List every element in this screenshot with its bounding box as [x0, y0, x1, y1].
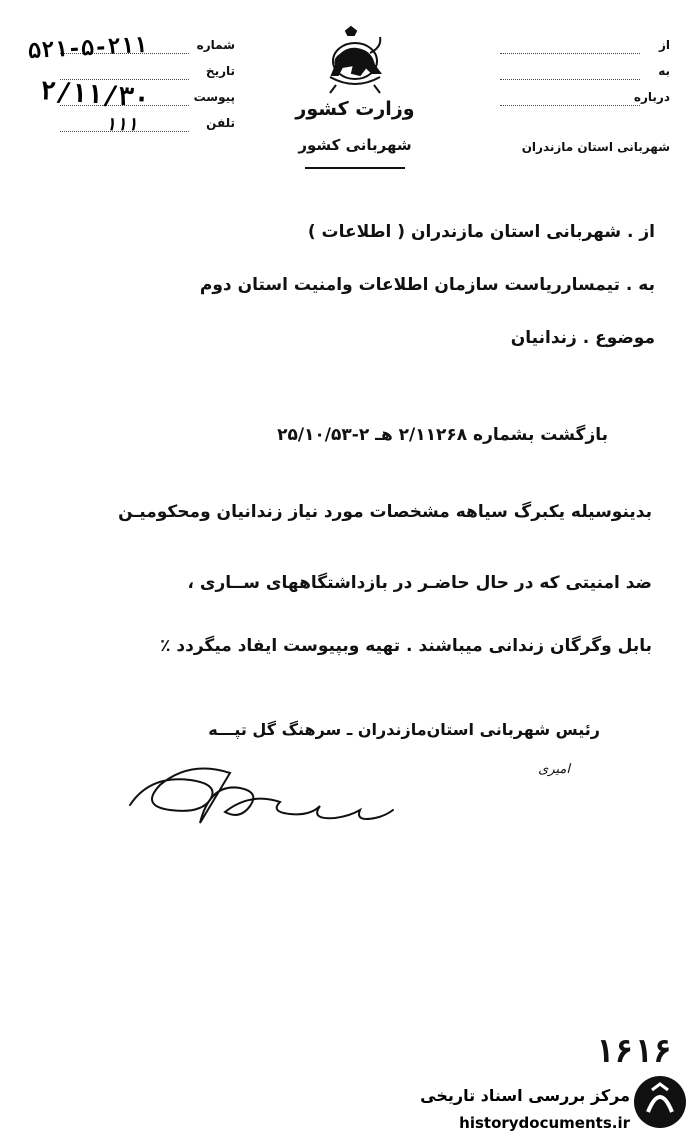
- field-dots: [500, 53, 640, 54]
- department-name: شهربانی استان مازندران: [521, 140, 670, 154]
- handwritten-date: ۲/۱۱/۳۰: [39, 76, 151, 114]
- letter-subject: موضوع . زندانیان: [510, 328, 655, 348]
- signature-initials: امیری: [538, 762, 570, 777]
- signatory-line: رئیس شهربانی استان‌مازندران ـ سرهنگ گل تپـــه: [208, 720, 600, 739]
- field-regarding-label: درباره: [633, 90, 670, 104]
- letter-paragraph-line: بابل وگرگان زندانی میباشند . تهیه وبپیوست ایفاد میگردد ٪: [160, 636, 652, 656]
- field-date-label: تاریخ: [205, 64, 235, 78]
- letter-reference: بازگشت بشماره ۲/۱۱۲۶۸ هـ ۲-۲۵/۱۰/۵۳: [277, 425, 608, 445]
- field-regarding: [490, 88, 670, 114]
- lion-and-sun-emblem-icon: [300, 25, 410, 97]
- field-dots: [500, 79, 640, 80]
- field-attachment-label: پیوست: [193, 90, 235, 104]
- handwritten-attachment: ۱۱۱: [105, 114, 138, 135]
- letter-to: به . تیمساررياست سازمان اطلاعات وامنیت استان دوم: [199, 275, 655, 295]
- watermark-url: historydocuments.ir: [459, 1114, 630, 1132]
- handwritten-signature: [120, 755, 450, 835]
- handwritten-number: ۵۲۱-۵-۲۱۱: [27, 32, 148, 65]
- police-hq-name: شهربانی کشور: [298, 136, 412, 154]
- field-to: [490, 62, 670, 88]
- archive-logo-icon: [630, 1072, 690, 1132]
- header-right-fields: [490, 36, 670, 114]
- page-number: ۱۶۱۶: [595, 1032, 673, 1070]
- field-from-label: از: [658, 38, 670, 52]
- header-rule: [305, 167, 405, 169]
- watermark-text: مرکز بررسی اسناد تاریخی: [420, 1086, 630, 1105]
- field-number-label: شماره: [196, 38, 235, 52]
- letter-paragraph-line: بدینوسیله یکبرگ سیاهه مشخصات مورد نیاز زندانیان ومحکومیـن: [118, 502, 652, 522]
- field-to-label: به: [658, 64, 670, 78]
- field-from: [490, 36, 670, 62]
- field-phone-label: تلفن: [206, 116, 235, 130]
- field-phone: [60, 114, 235, 140]
- field-dots: [500, 105, 640, 106]
- ministry-name: وزارت کشور: [295, 98, 415, 120]
- letter-from: از . شهربانی استان مازندران ( اطلاعات ): [307, 222, 655, 242]
- letter-paragraph-line: ضد امنیتی که در حال حاضـر در بازداشتگاههای ســاری ،: [187, 573, 652, 593]
